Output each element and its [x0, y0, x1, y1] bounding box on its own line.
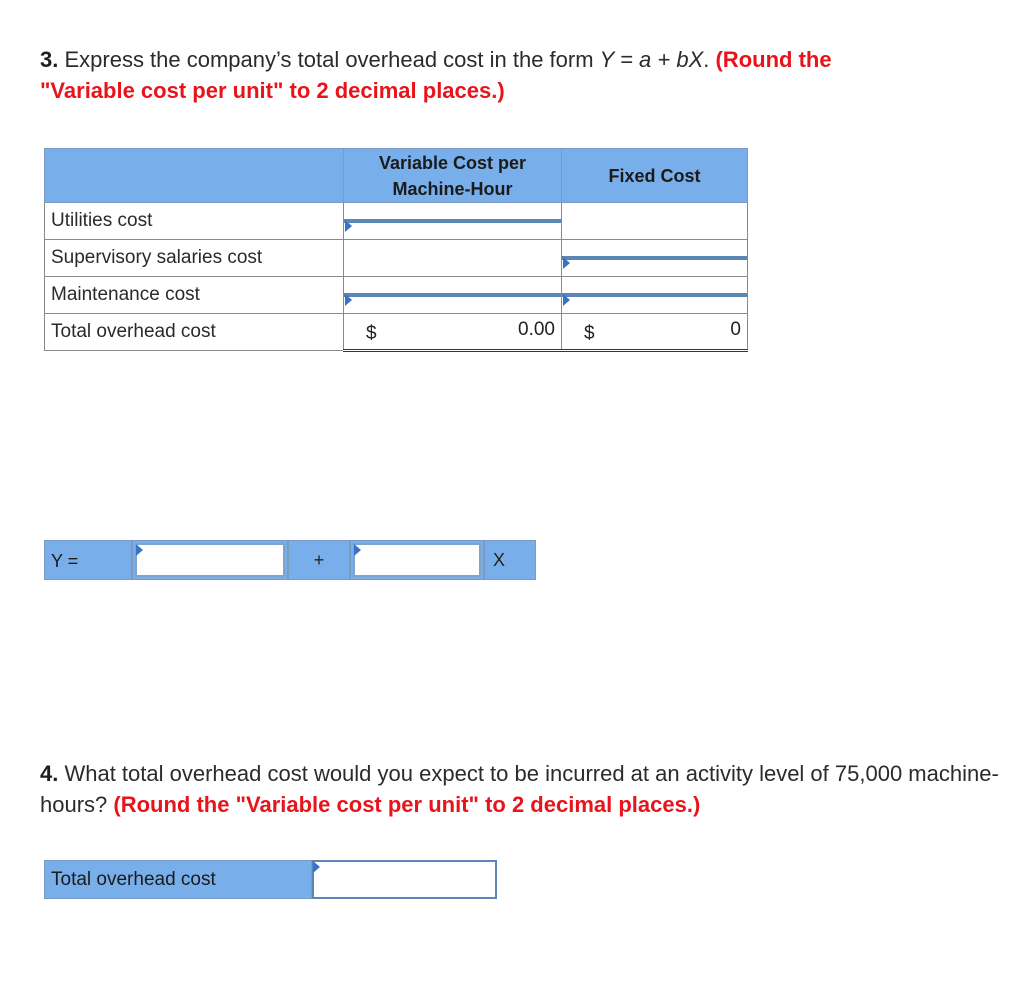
equation-row: [44, 540, 536, 580]
supervisory-fixed-cell: [562, 240, 748, 277]
row-label-maintenance: Maintenance cost: [45, 277, 344, 314]
equation-a-input[interactable]: [135, 543, 285, 577]
question-3-formula: Y = a + bX: [599, 47, 704, 72]
total-variable-currency: $: [366, 323, 377, 344]
header-variable-cost: Variable Cost per Machine-Hour: [344, 149, 562, 203]
total-variable-cell: [344, 314, 562, 351]
maintenance-fixed-cell: [562, 277, 748, 314]
answer-label: Total overhead cost: [44, 860, 312, 899]
equation-a-cell: [132, 540, 288, 580]
header-blank: [45, 149, 344, 203]
question-3-number: 3.: [40, 47, 59, 72]
utilities-variable-cell: [344, 203, 562, 240]
cost-formula-table: [44, 148, 748, 352]
maintenance-variable-cell: [344, 277, 562, 314]
equation-b-cell: [350, 540, 484, 580]
maintenance-fixed-input[interactable]: [562, 293, 747, 297]
question-3-instruction-b: "Variable cost per unit" to 2 decimal places.): [40, 78, 505, 103]
equation-y-label: Y =: [44, 540, 132, 580]
total-fixed-value: 0: [730, 319, 741, 340]
row-label-supervisory: Supervisory salaries cost: [45, 240, 344, 277]
table-row-maintenance: [45, 277, 748, 314]
table-row-supervisory: [45, 240, 748, 277]
total-overhead-cost-input[interactable]: [312, 860, 497, 899]
equation-x-label: X: [484, 540, 536, 580]
row-label-total: Total overhead cost: [45, 314, 344, 351]
table-row-total: [45, 314, 748, 351]
question-3-text: Express the company’s total overhead cost in the form: [58, 47, 600, 72]
row-label-utilities: Utilities cost: [45, 203, 344, 240]
question-4-text: What total overhead cost would you expect to be incurred at an activity level of 75,000 machine-hours?: [40, 761, 999, 817]
question-3-instruction-a: (Round the: [715, 47, 832, 72]
equation-b-input[interactable]: [353, 543, 481, 577]
utilities-variable-input[interactable]: [344, 219, 561, 223]
question-4-number: 4.: [40, 761, 59, 786]
question-3: [40, 44, 1000, 106]
table-row-utilities: [45, 203, 748, 240]
utilities-fixed-cell: [562, 203, 748, 240]
answer-cell: [312, 860, 497, 899]
table-header-row: [45, 149, 748, 203]
total-fixed-cell: [562, 314, 748, 351]
question-3-period: .: [703, 47, 716, 72]
total-fixed-currency: $: [584, 323, 595, 344]
answer-row: [44, 860, 497, 899]
total-variable-value: 0.00: [518, 319, 555, 340]
question-4-instruction: (Round the "Variable cost per unit" to 2 decimal places.): [113, 792, 701, 817]
header-fixed-cost: Fixed Cost: [562, 149, 748, 203]
maintenance-variable-input[interactable]: [344, 293, 561, 297]
question-4: [40, 758, 1000, 820]
supervisory-fixed-input[interactable]: [562, 256, 747, 260]
equation-plus: +: [288, 540, 350, 580]
supervisory-variable-cell: [344, 240, 562, 277]
